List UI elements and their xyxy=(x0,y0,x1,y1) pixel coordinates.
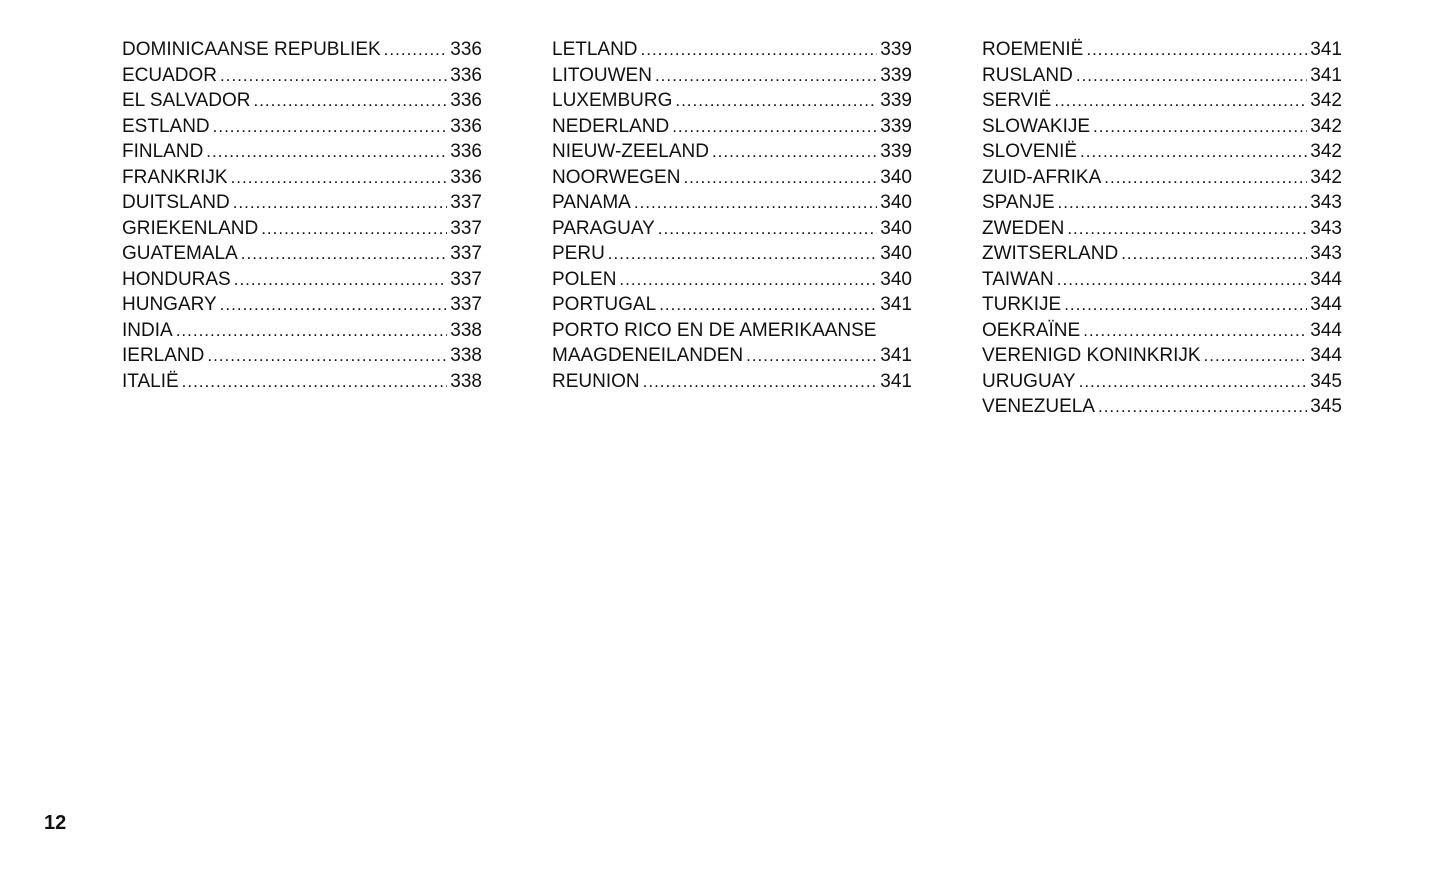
entry-label: NIEUW-ZEELAND xyxy=(552,141,709,162)
index-entry-first-line: PORTO RICO EN DE AMERIKAANSE xyxy=(552,319,877,341)
index-entry xyxy=(122,63,482,89)
dot-leader xyxy=(1067,216,1307,242)
entry-label: ZUID-AFRIKA xyxy=(982,166,1102,188)
index-entry xyxy=(122,292,482,318)
index-entry xyxy=(982,63,1342,89)
dot-leader xyxy=(643,369,878,395)
dot-leader xyxy=(608,241,878,267)
entry-page-number: 342 xyxy=(1310,166,1342,188)
index-entry xyxy=(982,165,1342,191)
dot-leader xyxy=(1121,241,1307,267)
entry-page-number: 336 xyxy=(450,39,482,60)
index-entry xyxy=(552,139,912,165)
entry-page-number: 343 xyxy=(1310,192,1342,213)
entry-label: ZWITSERLAND xyxy=(982,243,1119,264)
dot-leader xyxy=(634,190,877,216)
dot-leader xyxy=(712,139,877,165)
entry-page-number: 340 xyxy=(880,166,912,188)
entry-page-number: 336 xyxy=(450,64,482,86)
index-entry xyxy=(552,343,912,369)
dot-leader xyxy=(1079,369,1308,395)
entry-page-number: 339 xyxy=(880,141,912,162)
index-entry xyxy=(122,343,482,369)
dot-leader xyxy=(746,343,877,369)
entry-page-number: 343 xyxy=(1310,243,1342,264)
entry-label: VENEZUELA xyxy=(982,396,1095,417)
entry-page-number: 340 xyxy=(880,192,912,213)
dot-leader xyxy=(213,114,448,140)
entry-label: GUATEMALA xyxy=(122,243,238,264)
entry-page-number: 339 xyxy=(880,115,912,137)
index-entry xyxy=(552,241,912,267)
index-entry xyxy=(552,190,912,216)
dot-leader xyxy=(1204,343,1308,369)
entry-page-number: 336 xyxy=(450,115,482,137)
entry-label: TURKIJE xyxy=(982,294,1062,315)
dot-leader xyxy=(655,63,877,89)
entry-page-number: 336 xyxy=(450,90,482,111)
dot-leader xyxy=(1086,37,1307,63)
entry-page-number: 338 xyxy=(450,370,482,392)
dot-leader xyxy=(1076,63,1307,89)
entry-page-number: 336 xyxy=(450,141,482,162)
entry-label: SPANJE xyxy=(982,192,1055,213)
index-entry xyxy=(982,37,1342,63)
entry-page-number: 345 xyxy=(1310,396,1342,417)
dot-leader xyxy=(206,139,447,165)
entry-label: LETLAND xyxy=(552,39,638,60)
index-entry xyxy=(122,190,482,216)
dot-leader xyxy=(1054,88,1307,114)
entry-label: HUNGARY xyxy=(122,294,217,315)
dot-leader xyxy=(261,216,447,242)
entry-label: ITALIË xyxy=(122,370,179,392)
entry-label: MAAGDENEILANDEN xyxy=(552,345,744,366)
dot-leader xyxy=(675,88,877,114)
dot-leader xyxy=(384,37,448,63)
index-entry xyxy=(982,343,1342,369)
entry-label: POLEN xyxy=(552,268,617,290)
dot-leader xyxy=(1098,394,1307,420)
entry-label: ROEMENIË xyxy=(982,39,1084,60)
index-entry xyxy=(552,63,912,89)
entry-page-number: 344 xyxy=(1310,345,1342,366)
entry-label: PERU xyxy=(552,243,605,264)
entry-page-number: 337 xyxy=(450,294,482,315)
index-entry xyxy=(982,292,1342,318)
dot-leader xyxy=(1093,114,1307,140)
index-entry xyxy=(122,37,482,63)
dot-leader xyxy=(231,165,448,191)
index-column-2 xyxy=(552,37,912,394)
index-entry xyxy=(982,241,1342,267)
dot-leader xyxy=(182,369,448,395)
index-entry xyxy=(982,190,1342,216)
index-column-3 xyxy=(982,37,1342,420)
index-entry xyxy=(122,114,482,140)
entry-label: INDIA xyxy=(122,319,173,341)
entry-label: TAIWAN xyxy=(982,268,1054,290)
entry-page-number: 340 xyxy=(880,217,912,239)
entry-page-number: 339 xyxy=(880,90,912,111)
dot-leader xyxy=(1083,318,1307,344)
entry-page-number: 337 xyxy=(450,192,482,213)
index-entry xyxy=(982,394,1342,420)
entry-page-number: 344 xyxy=(1310,294,1342,315)
entry-label: SERVIË xyxy=(982,90,1052,111)
entry-label: PANAMA xyxy=(552,192,631,213)
dot-leader xyxy=(619,267,877,293)
dot-leader xyxy=(672,114,877,140)
page-number: 12 xyxy=(44,812,67,834)
index-entry xyxy=(122,216,482,242)
dot-leader xyxy=(234,267,448,293)
index-entry xyxy=(982,139,1342,165)
index-entry xyxy=(122,139,482,165)
entry-page-number: 341 xyxy=(880,345,912,366)
dot-leader xyxy=(207,343,447,369)
entry-label: FINLAND xyxy=(122,141,204,162)
entry-page-number: 342 xyxy=(1310,90,1342,111)
index-entry xyxy=(122,318,482,344)
index-entry xyxy=(122,267,482,293)
index-entry xyxy=(982,369,1342,395)
entry-page-number: 342 xyxy=(1310,141,1342,162)
index-entry xyxy=(552,37,912,63)
entry-page-number: 341 xyxy=(1310,39,1342,60)
entry-label: HONDURAS xyxy=(122,268,231,290)
entry-page-number: 341 xyxy=(1310,64,1342,86)
dot-leader xyxy=(641,37,878,63)
index-entry xyxy=(122,369,482,395)
entry-page-number: 344 xyxy=(1310,319,1342,341)
entry-page-number: 338 xyxy=(450,319,482,341)
entry-page-number: 344 xyxy=(1310,268,1342,290)
dot-leader xyxy=(658,216,878,242)
entry-page-number: 337 xyxy=(450,217,482,239)
dot-leader xyxy=(220,63,447,89)
entry-label: VERENIGD KONINKRIJK xyxy=(982,345,1201,366)
entry-label: URUGUAY xyxy=(982,370,1076,392)
dot-leader xyxy=(176,318,448,344)
entry-label: REUNION xyxy=(552,370,640,392)
index-entry xyxy=(982,267,1342,293)
entry-label: GRIEKENLAND xyxy=(122,217,259,239)
entry-label: IERLAND xyxy=(122,345,205,366)
index-entry xyxy=(552,369,912,395)
entry-page-number: 343 xyxy=(1310,217,1342,239)
entry-label: DUITSLAND xyxy=(122,192,230,213)
entry-label: PORTUGAL xyxy=(552,294,657,315)
dot-leader xyxy=(1104,165,1307,191)
entry-label: DOMINICAANSE REPUBLIEK xyxy=(122,39,381,60)
dot-leader xyxy=(253,88,447,114)
entry-page-number: 342 xyxy=(1310,115,1342,137)
entry-page-number: 340 xyxy=(880,268,912,290)
entry-label: NEDERLAND xyxy=(552,115,670,137)
entry-page-number: 341 xyxy=(880,294,912,315)
index-entry xyxy=(552,165,912,191)
dot-leader xyxy=(220,292,448,318)
index-entry xyxy=(552,114,912,140)
entry-page-number: 341 xyxy=(880,370,912,392)
index-entry xyxy=(552,88,912,114)
entry-page-number: 339 xyxy=(880,39,912,60)
dot-leader xyxy=(659,292,877,318)
index-entry xyxy=(982,88,1342,114)
entry-label: RUSLAND xyxy=(982,64,1073,86)
entry-label: NOORWEGEN xyxy=(552,166,681,188)
entry-page-number: 337 xyxy=(450,268,482,290)
dot-leader xyxy=(1064,292,1307,318)
entry-page-number: 339 xyxy=(880,64,912,86)
entry-page-number: 336 xyxy=(450,166,482,188)
entry-label: ZWEDEN xyxy=(982,217,1065,239)
index-entry xyxy=(552,267,912,293)
entry-label: SLOVENIË xyxy=(982,141,1078,162)
index-entry xyxy=(982,318,1342,344)
entry-label: LUXEMBURG xyxy=(552,90,673,111)
entry-label: EL SALVADOR xyxy=(122,90,251,111)
entry-label: LITOUWEN xyxy=(552,64,652,86)
entry-page-number: 338 xyxy=(450,345,482,366)
entry-label: FRANKRIJK xyxy=(122,166,228,188)
index-entry xyxy=(552,216,912,242)
entry-page-number: 340 xyxy=(880,243,912,264)
dot-leader xyxy=(241,241,448,267)
index-entry xyxy=(122,88,482,114)
index-entry xyxy=(982,216,1342,242)
dot-leader xyxy=(683,165,877,191)
entry-label: OEKRAÏNE xyxy=(982,319,1081,341)
index-entry xyxy=(122,241,482,267)
dot-leader xyxy=(1058,190,1308,216)
entry-label: ECUADOR xyxy=(122,64,218,86)
entry-page-number: 345 xyxy=(1310,370,1342,392)
entry-label: ESTLAND xyxy=(122,115,210,137)
entry-label: PARAGUAY xyxy=(552,217,655,239)
index-entry xyxy=(552,292,912,318)
entry-page-number: 337 xyxy=(450,243,482,264)
entry-label: SLOWAKIJE xyxy=(982,115,1091,137)
index-entry xyxy=(982,114,1342,140)
index-entry xyxy=(122,165,482,191)
dot-leader xyxy=(1057,267,1308,293)
dot-leader xyxy=(1080,139,1307,165)
dot-leader xyxy=(233,190,448,216)
index-column-1 xyxy=(122,37,482,394)
